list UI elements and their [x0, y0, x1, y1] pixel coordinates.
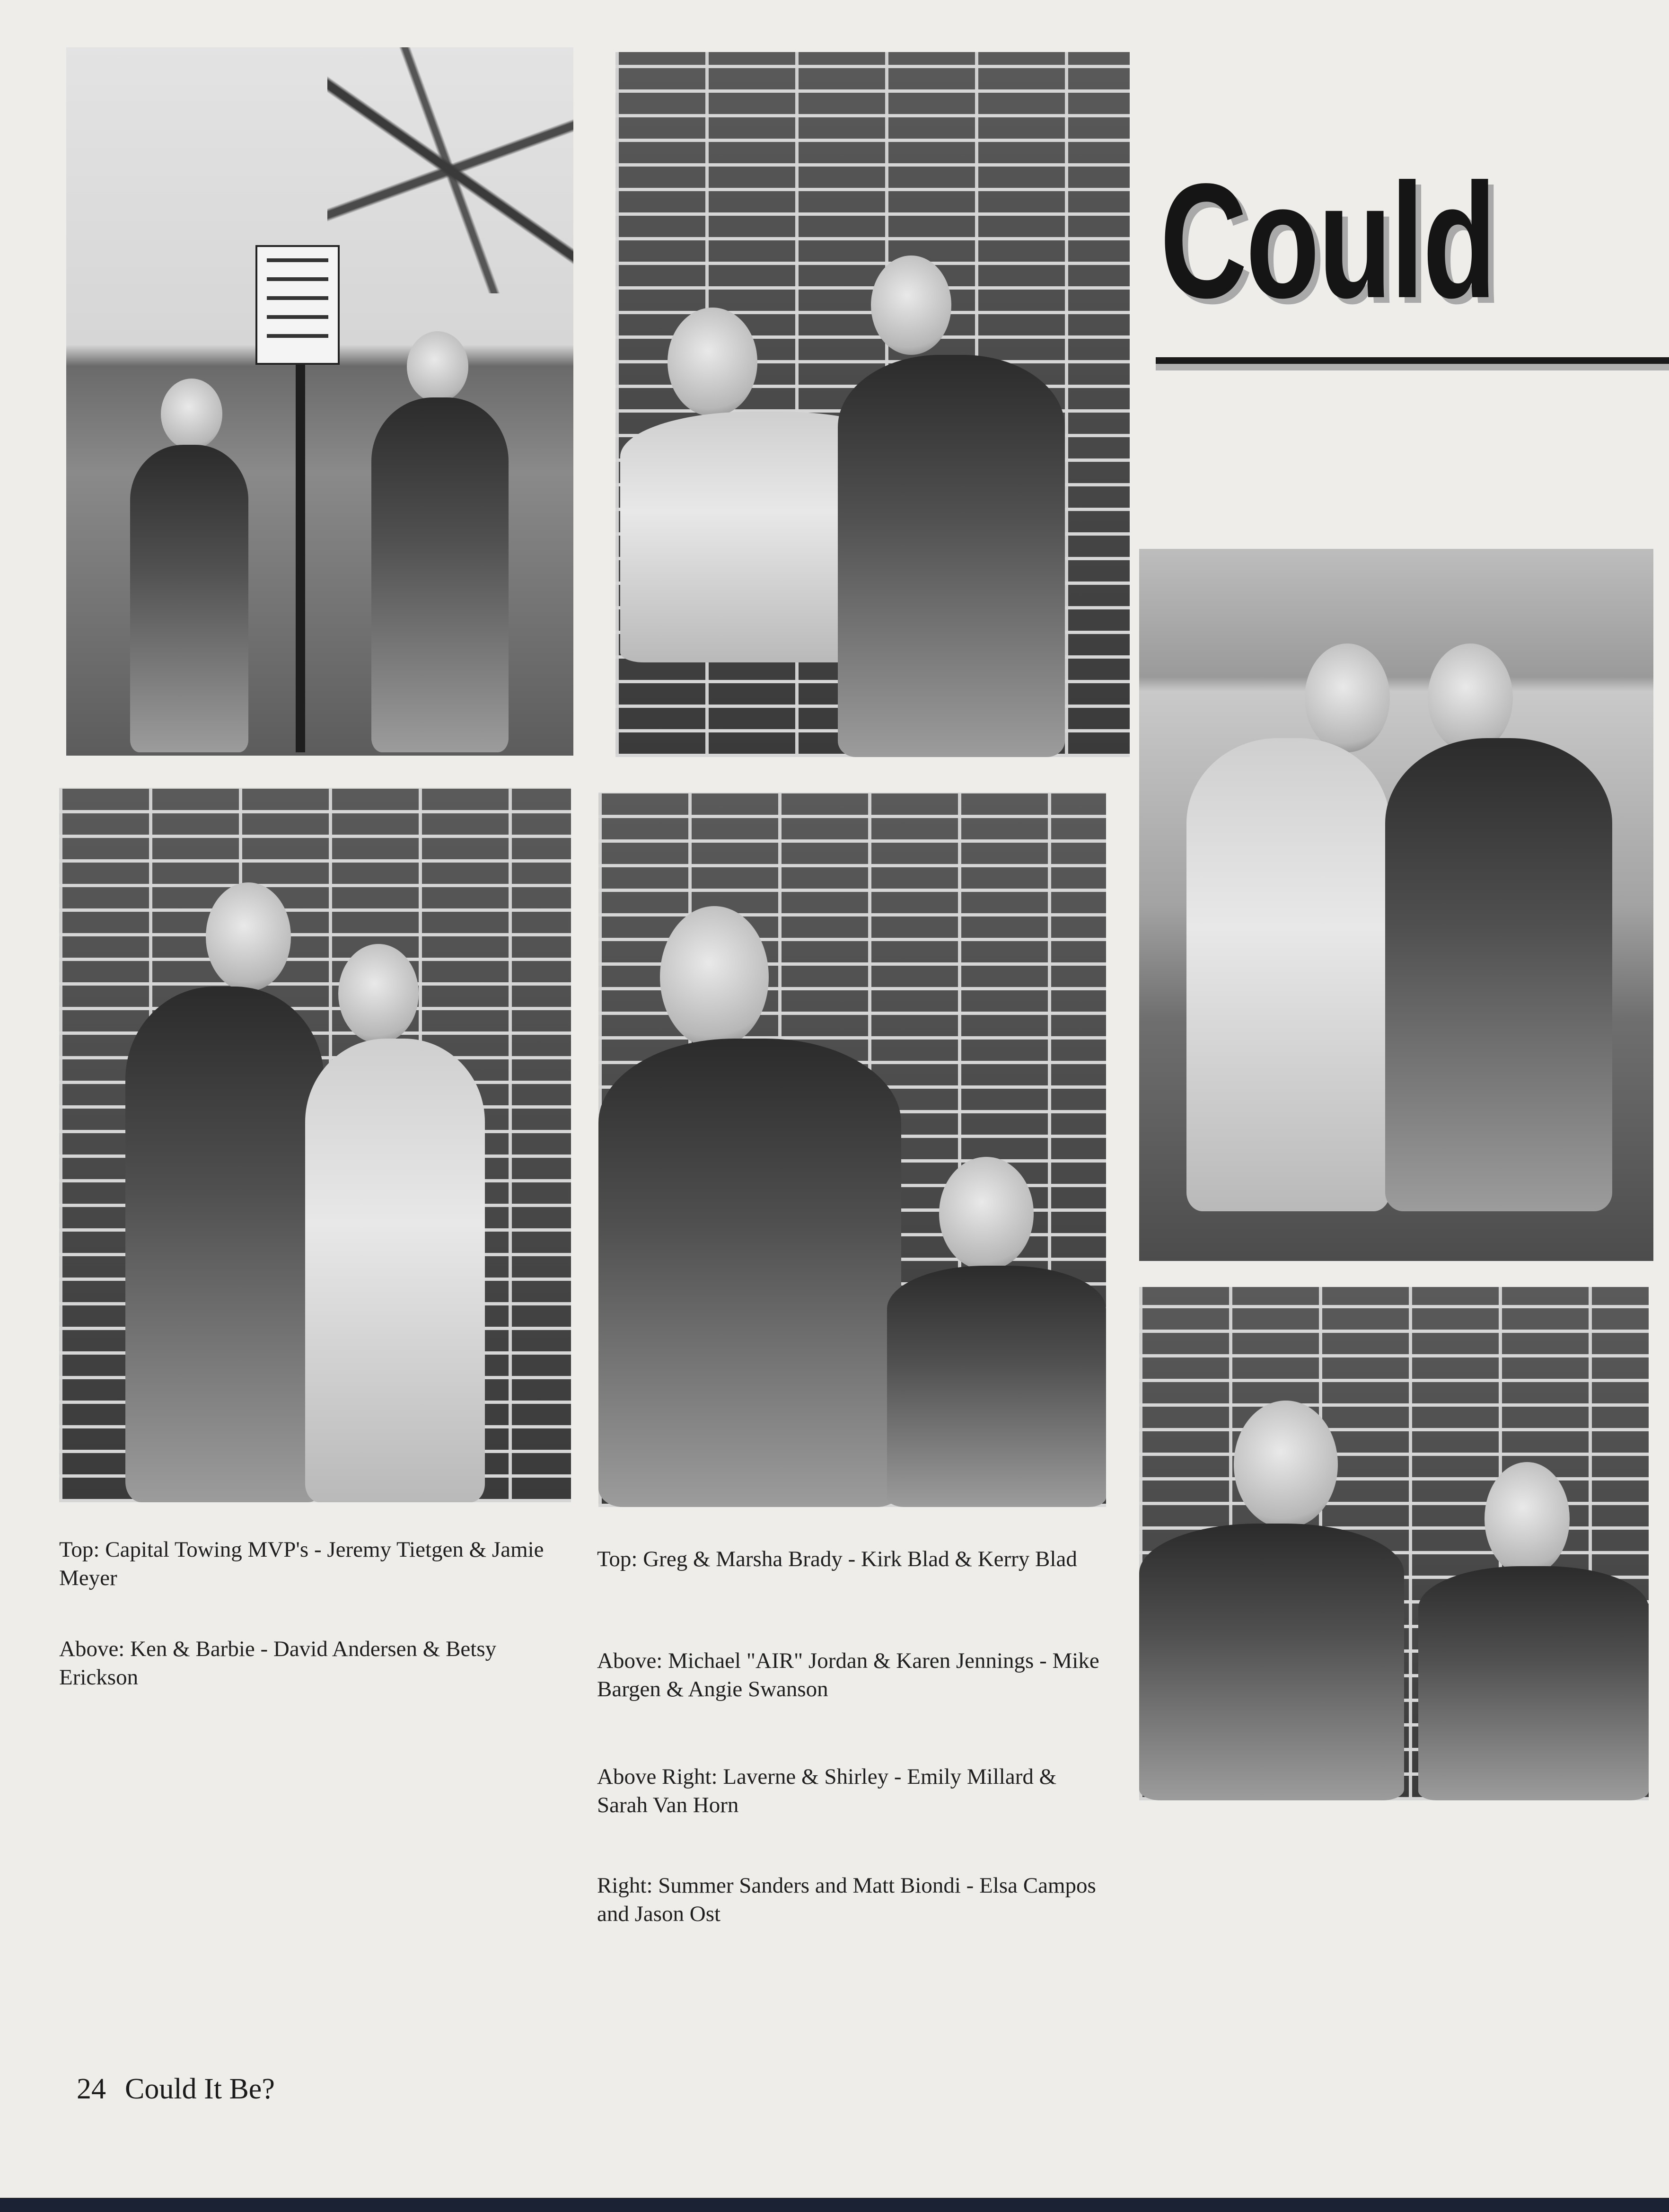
person-figure	[305, 1039, 485, 1502]
photo-ken-barbie	[59, 788, 571, 1502]
photo-parking-sign	[66, 47, 573, 756]
caption-above-left: Above: Ken & Barbie - David Andersen & Betsy Erickson	[59, 1637, 497, 1690]
person-figure	[838, 355, 1065, 757]
person-head	[407, 331, 468, 402]
person-figure	[125, 987, 324, 1502]
caption-above-right: Above Right: Laverne & Shirley - Emily Millard & Sarah Van Horn	[597, 1764, 1057, 1817]
person-head	[338, 944, 419, 1043]
caption-top-middle: Top: Greg & Marsha Brady - Kirk Blad & Kerry Blad	[597, 1547, 1077, 1571]
photo-summer-matt	[1139, 1287, 1649, 1800]
person-head	[1485, 1462, 1570, 1576]
page-folio	[77, 2072, 275, 2106]
person-head	[668, 308, 757, 416]
person-head	[871, 256, 951, 355]
sign-pole	[296, 303, 305, 752]
photo-carry	[615, 52, 1130, 757]
caption-right: Right: Summer Sanders and Matt Biondi - Elsa Campos and Jason Ost	[597, 1873, 1096, 1926]
page-number: 24	[77, 2073, 106, 2105]
photo-jordan-jennings	[598, 793, 1106, 1507]
tree-branches	[327, 47, 573, 293]
person-figure	[598, 1039, 901, 1507]
person-head	[1234, 1401, 1338, 1528]
person-head	[939, 1157, 1034, 1270]
person-figure	[1418, 1566, 1649, 1800]
person-head	[161, 379, 222, 449]
person-head	[660, 906, 769, 1048]
photo-laverne-shirley	[1139, 549, 1653, 1261]
person-figure	[887, 1266, 1106, 1507]
person-figure	[371, 397, 509, 752]
caption-above-middle: Above: Michael "AIR" Jordan & Karen Jennings - Mike Bargen & Angie Swanson	[597, 1648, 1099, 1701]
person-head	[1305, 643, 1390, 752]
scan-edge	[0, 2198, 1669, 2212]
section-title: Could It Be?	[125, 2073, 275, 2105]
page-title: Could	[1160, 150, 1495, 332]
person-head	[206, 882, 291, 991]
person-head	[1428, 643, 1513, 752]
person-figure	[130, 445, 248, 752]
title-underline	[1156, 357, 1669, 364]
person-figure	[1186, 738, 1390, 1211]
person-figure	[1385, 738, 1612, 1211]
parking-sign	[255, 245, 340, 365]
person-figure	[1139, 1524, 1404, 1800]
caption-top-left: Top: Capital Towing MVP's - Jeremy Tietgen & Jamie Meyer	[59, 1537, 544, 1590]
